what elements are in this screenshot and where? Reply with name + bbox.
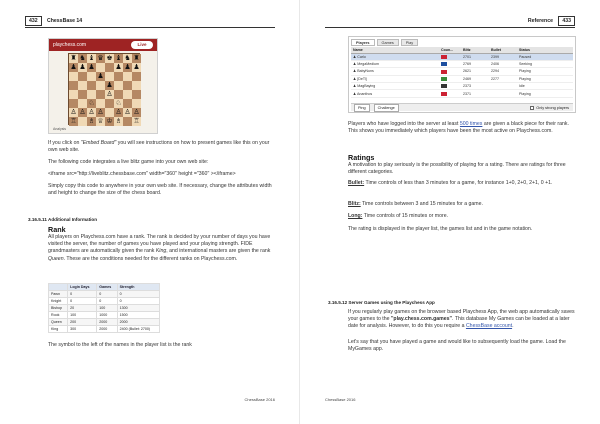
board-square: ♖ — [70, 118, 77, 125]
player-status-cell: Playing — [517, 68, 573, 75]
rank-value-cell: 0 — [97, 291, 117, 298]
board-square — [96, 90, 105, 99]
mygames-text: Let's say that you have played a game and would like to subsequently load the game. Load the MyGames app. — [348, 339, 566, 353]
board-square — [123, 90, 132, 99]
rank-name-cell: Rook — [49, 312, 68, 319]
rank-value-cell: 1300 — [117, 305, 159, 312]
board-square: ♚ — [106, 55, 113, 62]
board-square — [78, 81, 87, 90]
ratings-intro: A motivation to play seriously is the possibility of playing for a rating. There are ratings for three different categories. — [348, 162, 566, 176]
long-definition — [348, 213, 580, 220]
board-square: ♜ — [133, 55, 140, 62]
strong-players-checkbox[interactable] — [530, 104, 569, 112]
rank-name-cell: Pawn — [49, 291, 68, 298]
section-heading-server-games: 3.16.5.12 Server Games using the Playchess App — [328, 300, 435, 305]
black-text-b: are given a black piece for their rank. This shows you immediately which players have been the most active on Playchess.com. — [348, 121, 569, 135]
ping-button[interactable]: Ping — [354, 104, 370, 112]
copy-instructions: Simply copy this code to anywhere in your own web site. If necessary, change the attributes width and height to change the size of the chess board. — [48, 183, 272, 197]
rank-col-games: Games — [97, 284, 117, 291]
country-flag-icon — [441, 77, 447, 81]
rank-pawn-icon: ♟ — [353, 91, 358, 96]
board-square: ♝ — [88, 55, 95, 62]
tab-players[interactable]: Players — [351, 39, 375, 46]
board-square — [69, 99, 78, 108]
board-square — [123, 72, 132, 81]
board-square — [132, 72, 141, 81]
player-name: BabyNuns — [357, 69, 374, 74]
col-name[interactable]: Name — [351, 47, 439, 53]
board-square — [114, 90, 123, 99]
checkbox-icon[interactable] — [530, 106, 534, 110]
challenge-button[interactable]: Challenge — [374, 104, 399, 112]
right-footer: ChessBase 2016 — [325, 397, 356, 402]
board-square — [105, 99, 114, 108]
right-page — [300, 0, 600, 424]
rank-value-cell: 1500 — [117, 312, 159, 319]
board-square: ♞ — [79, 55, 86, 62]
player-row[interactable] — [351, 60, 573, 67]
rank-table-row — [49, 298, 160, 305]
rank-value-cell: 200 — [68, 319, 97, 326]
board-square: ♖ — [133, 118, 140, 125]
board-square — [78, 99, 87, 108]
rank-value-cell: 2000 — [97, 326, 117, 333]
ratings-heading: Ratings — [348, 153, 375, 162]
right-book-title: Reference — [527, 18, 553, 24]
board-square: ♙ — [115, 109, 122, 116]
blitz-definition — [348, 201, 580, 208]
rank-description — [48, 234, 278, 263]
board-square: ♙ — [79, 109, 86, 116]
board-square: ♗ — [115, 118, 122, 125]
board-square: ♘ — [115, 100, 122, 107]
player-blitz-cell: 2769 — [461, 60, 489, 67]
board-square — [78, 72, 87, 81]
player-row[interactable] — [351, 90, 573, 97]
rank-king: King — [155, 248, 167, 255]
board-square — [123, 99, 132, 108]
board-square — [69, 90, 78, 99]
board-square — [132, 99, 141, 108]
embed-board-screenshot — [48, 38, 158, 134]
country-flag-icon — [441, 92, 447, 96]
rank-pawn-icon: ♟ — [353, 76, 358, 81]
board-square: ♕ — [97, 118, 104, 125]
board-square — [123, 81, 132, 90]
player-blitz-cell: 2621 — [461, 68, 489, 75]
app-description — [348, 309, 580, 331]
embed-text-a: If you click on — [48, 140, 81, 146]
rank-value-cell: 100 — [68, 312, 97, 319]
rank-table-row — [49, 291, 160, 298]
board-square: ♙ — [70, 109, 77, 116]
long-text: Time controls of 15 minutes or more. — [362, 213, 449, 219]
board-square — [132, 81, 141, 90]
player-name: [DeTi] — [357, 76, 367, 81]
player-blitz-cell: 2469 — [461, 75, 489, 82]
embed-board-quote: "Embed Board" — [80, 140, 117, 146]
app-text-b: . This database My Games can be loaded at a later date for analysis. However, to do this you require a — [348, 316, 570, 330]
rank-name-cell: Queen — [49, 319, 68, 326]
player-country-cell — [439, 68, 461, 75]
player-status-cell: Seeking — [517, 60, 573, 67]
board-square: ♙ — [124, 109, 131, 116]
right-page-header — [325, 18, 575, 28]
board-square: ♟ — [88, 64, 95, 71]
iframe-code: <iframe src="http://liveblitz.chessbase.com" width="360" height ="360" ></iframe> — [48, 171, 236, 177]
board-square — [87, 81, 96, 90]
player-bullet-cell: 2399 — [489, 53, 517, 60]
playchess-logo: playchess.com — [53, 42, 87, 48]
player-bullet-cell — [489, 90, 517, 97]
rank-pawn-icon: ♟ — [353, 69, 358, 74]
player-name-cell — [351, 83, 439, 90]
col-status[interactable]: Status — [517, 47, 573, 53]
board-square — [87, 72, 96, 81]
board-square: ♘ — [88, 100, 95, 107]
rank-value-cell: 0 — [68, 291, 97, 298]
col-blitz[interactable]: Blitz — [461, 47, 489, 53]
tab-play[interactable]: Play — [401, 39, 418, 46]
rank-value-cell: 2000 — [97, 319, 117, 326]
rank-col-strength: Strength — [117, 284, 159, 291]
board-square — [105, 63, 114, 72]
rank-text-b: , and international masters are given the rank — [166, 248, 271, 255]
player-country-cell — [439, 75, 461, 82]
country-flag-icon — [441, 84, 447, 88]
embed-text-b: you will see instructions on how to present games like this on your own web site. — [48, 140, 270, 154]
rank-value-cell: 2400 (Bullet: 2700) — [117, 326, 159, 333]
board-square: ♜ — [70, 55, 77, 62]
board-square: ♟ — [106, 82, 113, 89]
country-flag-icon — [441, 55, 447, 59]
player-name-cell — [351, 53, 439, 60]
player-row[interactable] — [351, 53, 573, 60]
player-list-tabs — [351, 39, 418, 46]
board-square: ♟ — [115, 64, 122, 71]
board-square: ♝ — [115, 55, 122, 62]
player-name-cell — [351, 90, 439, 97]
player-bullet-cell — [489, 83, 517, 90]
player-bullet-cell: 2277 — [489, 75, 517, 82]
player-row[interactable] — [351, 68, 573, 75]
left-footer: ChessBase 2016 — [244, 397, 275, 402]
player-row[interactable] — [351, 83, 573, 90]
section-heading-additional-info: 3.16.5.11 Additional Information — [28, 217, 98, 222]
country-flag-icon — [441, 62, 447, 66]
app-text-a: If you regularly play games on the browser based Playchess App, the web app automatically saves your games to the — [348, 309, 575, 323]
black-text-a: Players who have logged into the server at least — [348, 121, 460, 127]
board-square: ♟ — [97, 73, 104, 80]
board-square: ♟ — [133, 64, 140, 71]
rank-value-cell: 100 — [97, 305, 117, 312]
board-square: ♗ — [88, 118, 95, 125]
embed-header-bar — [49, 39, 157, 51]
player-bullet-cell: 2406 — [489, 60, 517, 67]
rank-table-header — [49, 284, 160, 291]
board-square — [96, 81, 105, 90]
player-status-cell: Playing — [517, 90, 573, 97]
black-piece-text — [348, 121, 580, 135]
player-status-cell: Playing — [517, 75, 573, 82]
left-book-title: ChessBase 14 — [47, 18, 83, 24]
rank-table-row — [49, 326, 160, 333]
rank-pawn-icon: ♟ — [353, 84, 358, 89]
board-square — [69, 81, 78, 90]
player-table — [351, 47, 573, 98]
rank-value-cell: 20 — [68, 305, 97, 312]
live-badge: Live — [131, 41, 153, 49]
board-square — [132, 90, 141, 99]
rank-value-cell: 1000 — [97, 312, 117, 319]
player-name-cell — [351, 68, 439, 75]
link-chessbase-account[interactable]: ChessBase account — [465, 323, 513, 330]
player-name: Ananthos — [357, 91, 373, 96]
player-country-cell — [439, 53, 461, 60]
col-bullet[interactable]: Bullet — [489, 47, 517, 53]
rank-col-rank — [49, 284, 68, 291]
player-blitz-cell: 2701 — [461, 53, 489, 60]
player-blitz-cell: 2373 — [461, 83, 489, 90]
chess-board — [68, 53, 140, 125]
player-country-cell — [439, 83, 461, 90]
player-name-cell — [351, 60, 439, 67]
left-page-number: 432 — [25, 16, 42, 26]
board-square — [96, 99, 105, 108]
player-status-cell: Paused — [517, 53, 573, 60]
player-name: Carlo — [357, 54, 366, 59]
player-country-cell — [439, 60, 461, 67]
blitz-text: Time controls between 3 and 15 minutes for a game. — [360, 201, 483, 207]
board-square — [123, 117, 132, 126]
board-square — [87, 90, 96, 99]
player-blitz-cell: 2371 — [461, 90, 489, 97]
board-square — [69, 72, 78, 81]
board-square — [105, 72, 114, 81]
long-label: Long: — [348, 213, 363, 219]
rank-value-cell: 0 — [97, 298, 117, 305]
code-intro: The following code integrates a live blitz game into your own web site: — [48, 159, 209, 165]
rank-name-cell: Bishop — [49, 305, 68, 312]
board-square — [114, 72, 123, 81]
country-flag-icon — [441, 70, 447, 74]
right-page-number: 433 — [558, 16, 575, 26]
app-db-name: "play.chess.com.games" — [390, 316, 453, 323]
player-country-cell — [439, 90, 461, 97]
rank-name-cell: King — [49, 326, 68, 333]
rank-value-cell: 0 — [117, 298, 159, 305]
symbol-text: The symbol to the left of the names in the player list is the rank — [48, 342, 192, 348]
player-name: MagBaying — [357, 84, 376, 89]
board-square — [105, 108, 114, 117]
player-list-screenshot — [348, 36, 576, 113]
board-square — [78, 90, 87, 99]
link-500-times[interactable]: 500 times — [459, 121, 483, 127]
board-square: ♙ — [97, 109, 104, 116]
board-square: ♟ — [124, 64, 131, 71]
player-list-footer — [351, 103, 573, 111]
board-square: ♙ — [88, 109, 95, 116]
board-square — [78, 117, 87, 126]
app-text-c: . — [512, 323, 514, 330]
rank-table-row — [49, 312, 160, 319]
rank-heading: Rank — [48, 225, 66, 234]
player-row[interactable] — [351, 75, 573, 82]
board-square: ♙ — [106, 91, 113, 98]
blitz-label: Blitz: — [348, 201, 361, 207]
left-page-header — [25, 18, 275, 28]
rank-table-row — [49, 319, 160, 326]
rank-pawn-icon: ♟ — [353, 54, 358, 59]
bullet-text: Time controls of less than 3 minutes for a game, for instance 1+0, 2+0, 2+1, 0 +1. — [364, 180, 553, 186]
bullet-label: Bullet: — [348, 180, 365, 186]
player-status-cell: Idle — [517, 83, 573, 90]
rank-pawn-icon: ♟ — [353, 62, 358, 67]
player-bullet-cell: 2294 — [489, 68, 517, 75]
player-name-cell — [351, 75, 439, 82]
checkbox-label: Only strong players — [536, 106, 569, 110]
rank-value-cell: 300 — [68, 326, 97, 333]
ratings-closing: The rating is displayed in the player list, the games list and in the game notation. — [348, 226, 533, 232]
board-square: ♟ — [70, 64, 77, 71]
rank-text-a: All players on Playchess.com have a rank. The rank is decided by your number of days you have visited the server, the number of games you have played and your playing strength. FIDE grandmasters are automatically given the rank — [48, 234, 271, 255]
board-square: ♛ — [97, 55, 104, 62]
board-square — [114, 81, 123, 90]
rank-name-cell: Knight — [49, 298, 68, 305]
rank-text-c: . These are the conditions needed for the different ranks on Playchess.com. — [63, 255, 238, 262]
board-square: ♙ — [133, 109, 140, 116]
board-square: ♔ — [106, 118, 113, 125]
player-table-body — [351, 53, 573, 97]
rank-queen: Queen — [48, 255, 64, 262]
col-country[interactable]: Coun... — [439, 47, 461, 53]
player-name: MegaMedium — [357, 62, 380, 67]
rank-table — [48, 283, 160, 333]
rank-value-cell: 2000 — [117, 319, 159, 326]
board-square: ♟ — [79, 64, 86, 71]
embed-instructions — [48, 140, 276, 154]
rank-table-row — [49, 305, 160, 312]
embed-footer: Analysis — [53, 127, 67, 131]
tab-games[interactable]: Games — [377, 39, 399, 46]
board-square — [96, 63, 105, 72]
rank-col-login-days: Login Days — [68, 284, 97, 291]
rank-table-body — [49, 291, 160, 333]
bullet-definition — [348, 180, 580, 187]
rank-value-cell: 0 — [68, 298, 97, 305]
board-square: ♞ — [124, 55, 131, 62]
rank-value-cell: 0 — [117, 291, 159, 298]
